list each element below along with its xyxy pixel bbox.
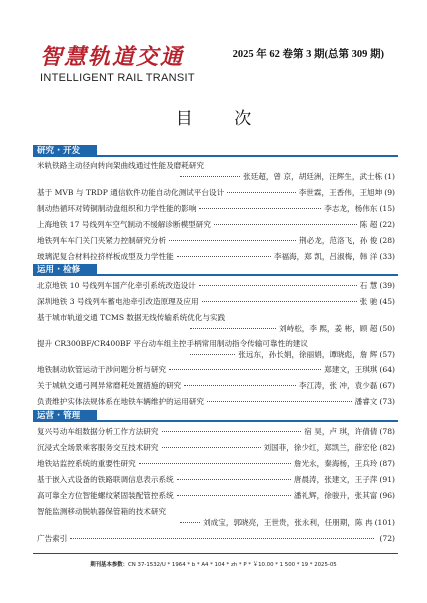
- toc-entry[interactable]: [37, 458, 395, 469]
- entry-page: (15): [379, 204, 395, 213]
- entry-page: (87): [379, 459, 395, 468]
- entry-page: (64): [379, 365, 395, 374]
- leader-dots: [70, 538, 374, 539]
- entry-authors: 刘成宝，郭晓亮，王世贵，张永利，任朋期，陈 冉: [203, 518, 373, 527]
- entry-title: 深圳地铁 3 号线列车蓄电池牵引改造原理及应用: [37, 297, 199, 306]
- section-header: [33, 145, 398, 157]
- entry-page: (9): [384, 188, 395, 197]
- entry-title: 玻璃泥复合材料拉挤样板成型及力学性能: [37, 252, 174, 261]
- entry-page: (1): [384, 172, 395, 181]
- section-rule: [97, 274, 398, 276]
- leader-dots: [177, 256, 271, 257]
- entry-authors: 张远东，孙长娟，徐丽娟，谭晓彪，詹 辉: [238, 350, 378, 359]
- entry-title: 米轨铁路主动径向转向架曲线通过性能及磨耗研究: [37, 161, 205, 170]
- leader-dots: [177, 479, 291, 480]
- entry-authors: 郑建文，王琪琪: [324, 365, 378, 374]
- entry-title: 基于城市轨道交通 TCMS 数据无线传输系统优化与实践: [37, 313, 226, 322]
- entry-authors: 唐晨涛，张建文，王子萍: [293, 475, 378, 484]
- entry-authors: 张廷超，曾 京，胡廷洲，汪辉生，武士栋: [243, 172, 383, 181]
- entry-title: 北京地铁 10 号线列车国产化牵引系统改造设计: [37, 281, 196, 290]
- section-header: [33, 264, 398, 276]
- entry-authors: 潘睿文: [354, 397, 378, 406]
- toc-entry[interactable]: [37, 187, 395, 198]
- leader-dots: [180, 176, 240, 177]
- ad-index-title: 广告索引: [37, 534, 68, 543]
- footer-label: 期刊基本参数：: [90, 562, 129, 568]
- toc-entry[interactable]: [37, 364, 395, 375]
- leader-dots: [162, 447, 261, 448]
- entry-authors: 刘国菲，徐少红，郑凯兰，薛宏伦: [263, 443, 378, 452]
- leader-dots: [162, 431, 302, 432]
- section-label: 运用 · 检修: [33, 264, 97, 276]
- toc-entry[interactable]: [37, 219, 395, 230]
- entry-page: (22): [379, 220, 395, 229]
- leader-dots: [214, 224, 357, 225]
- entry-title: 基于 MVB 与 TRDP 通信软件功能自动化测试平台设计: [37, 188, 225, 197]
- footer-rule: [33, 553, 398, 554]
- entry-title: 基于嵌入式设备的铁路联调信息表示系统: [37, 475, 174, 484]
- entry-page: (73): [379, 397, 395, 406]
- leader-dots: [202, 301, 357, 302]
- entry-title: 沉浸式全场景乘客服务交互技术研究: [37, 443, 159, 452]
- entry-page: (39): [379, 281, 395, 290]
- entry-page: (91): [379, 475, 395, 484]
- entry-page: (96): [379, 491, 395, 500]
- entry-authors: 李福海，郑 凯，吕淑梅，韩 洋: [273, 252, 378, 261]
- toc-entry[interactable]: [37, 490, 395, 501]
- toc-entry[interactable]: [37, 312, 395, 334]
- entry-title: 上海地铁 17 号线列车空气制动不缓解诊断模型研究: [37, 220, 211, 229]
- toc-entry[interactable]: [37, 235, 395, 246]
- toc-entry[interactable]: [37, 160, 395, 182]
- entry-page: (101): [374, 518, 395, 527]
- entry-page: (28): [379, 236, 395, 245]
- section-label: 运营 · 管理: [33, 410, 97, 422]
- toc-title: 目 次: [175, 109, 270, 129]
- leader-dots: [139, 463, 291, 464]
- entry-title: 高可靠全方位智能螺纹紧固装配管控系统: [37, 491, 174, 500]
- journal-parameters: [0, 560, 427, 568]
- entry-authors: 李志龙，杨伟东: [324, 204, 378, 213]
- section-rule: [97, 420, 398, 422]
- ad-index-entry[interactable]: [37, 533, 395, 544]
- entry-title: 负责维护实体法规体系在地铁车辆维护的运用研究: [37, 397, 205, 406]
- entry-title: 关于城轨交通弓网异常磨耗处置措施的研究: [37, 381, 182, 390]
- entry-page: (67): [379, 381, 395, 390]
- entry-authors: 张 驰: [359, 297, 378, 306]
- toc-entry[interactable]: [37, 474, 395, 485]
- toc-entry[interactable]: [37, 380, 395, 391]
- section-rule: [97, 155, 398, 157]
- leader-dots: [190, 328, 276, 329]
- toc-entry[interactable]: [37, 506, 395, 528]
- toc-entry[interactable]: [37, 442, 395, 453]
- leader-dots: [184, 385, 296, 386]
- entry-title: 地铁制动软管运动干涉问题分析与研究: [37, 365, 167, 374]
- entry-authors: 石 慧: [359, 281, 378, 290]
- toc-entry[interactable]: [37, 203, 395, 214]
- leader-dots: [169, 240, 296, 241]
- entry-page: (50): [379, 324, 395, 333]
- entry-title: 提升 CR300BF/CR400BF 平台动车组主控手柄常用制动指令传输可靠性的建议: [37, 339, 308, 348]
- issue-info: 2025 年 62 卷第 3 期(总第 309 期): [232, 49, 384, 60]
- entry-title: 制动热循环对铸铜制动盘组织和力学性能的影响: [37, 204, 197, 213]
- toc-entry[interactable]: [37, 396, 395, 407]
- ad-index-page: (72): [379, 534, 395, 543]
- journal-logo: 智慧轨道交通: [40, 44, 185, 70]
- leader-dots: [207, 401, 352, 402]
- leader-dots: [169, 369, 321, 370]
- leader-dots: [180, 522, 200, 523]
- toc-entry[interactable]: [37, 426, 395, 437]
- entry-authors: 刘峙松，李 熙，姜 彬，顾 超: [279, 324, 378, 333]
- entry-authors: 李世霖，王香伟，王旭坤: [298, 188, 383, 197]
- toc-entry[interactable]: [37, 296, 395, 307]
- entry-title: 智能监测移动脱轨器保管箱的技术研究: [37, 507, 167, 516]
- entry-authors: 荆必龙，范洛飞，孙 俊: [299, 236, 378, 245]
- toc-entry[interactable]: [37, 338, 395, 360]
- entry-authors: 宿 昊，卢 琪，许倩倩: [304, 427, 378, 436]
- toc-entry[interactable]: [37, 280, 395, 291]
- entry-title: 地铁站监控系统的重要性研究: [37, 459, 136, 468]
- leader-dots: [199, 208, 321, 209]
- toc-entry[interactable]: [37, 251, 395, 262]
- entry-page: (45): [379, 297, 395, 306]
- journal-english-name: INTELLIGENT RAIL TRANSIT: [40, 72, 195, 84]
- entry-page: (33): [379, 252, 395, 261]
- section-header: [33, 410, 398, 422]
- leader-dots: [227, 192, 296, 193]
- entry-title: 地铁列车车门关门夹紧力控制研究分析: [37, 236, 167, 245]
- entry-authors: 李江涛，张 冲，袁少磊: [299, 381, 378, 390]
- leader-dots: [190, 354, 235, 355]
- leader-dots: [199, 285, 357, 286]
- entry-authors: 陈 超: [359, 220, 378, 229]
- entry-title: 复兴号动车组数据分析工作方法研究: [37, 427, 159, 436]
- entry-page: (82): [379, 443, 395, 452]
- leader-dots: [177, 495, 291, 496]
- entry-authors: 詹光永，秦海杨，王兵玲: [293, 459, 378, 468]
- entry-page: (57): [379, 350, 395, 359]
- entry-authors: 潘礼辉，徐骏升，张其富: [293, 491, 378, 500]
- section-label: 研究 · 开发: [33, 145, 97, 157]
- entry-page: (78): [379, 427, 395, 436]
- footer-text: CN 37-1532/U * 1964 * b * A4 * 104 * zh * P * ￥10.00 * 1 500 * 19 * 2025-05: [128, 562, 337, 568]
